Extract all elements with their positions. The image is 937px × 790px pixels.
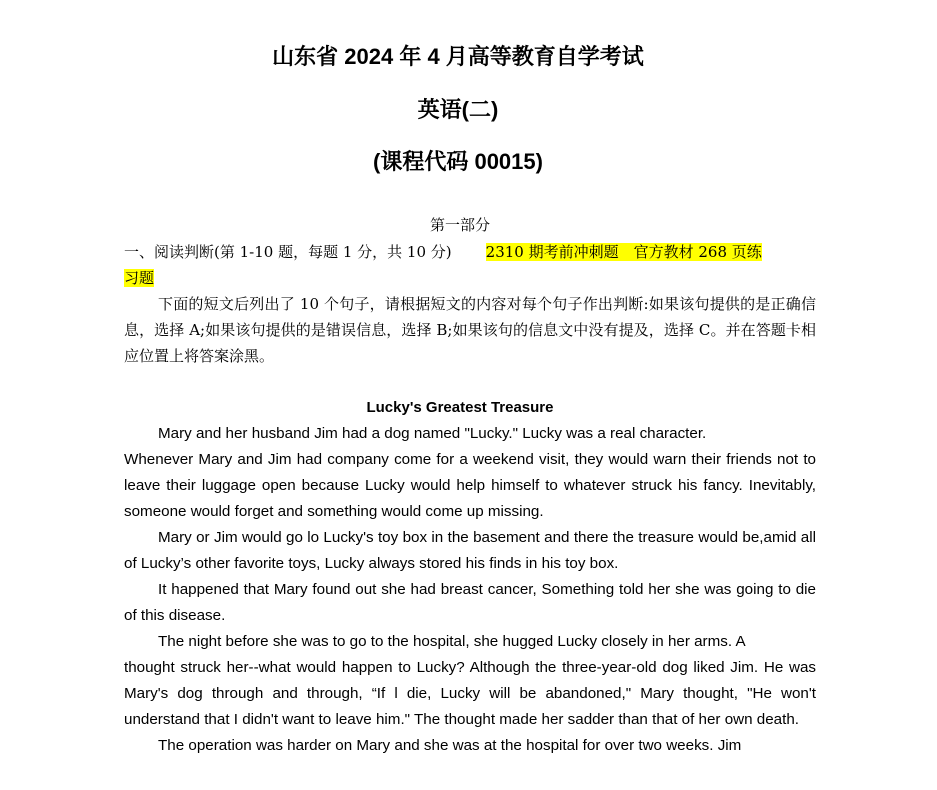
instructions: 下面的短文后列出了 10 个句子，请根据短文的内容对每个句子作出判断:如果该句提供的是正确信息，选择 A;如果该句提供的是错误信息，选择 B;如果该句的信息文中没有提及，选择 C。并在答题卡相应位置上将答案涂黑。: [124, 295, 816, 365]
passage-paragraph: Mary or Jim would go lo Lucky's toy box in the basement and there the treasure would be,amid all of Lucky’s other favorite toys, Lucky always stored his finds in his toy box.: [124, 529, 816, 572]
passage-paragraph: Whenever Mary and Jim had company come for a weekend visit, they would warn their friends not to leave their luggage open because Lucky would help himself to whatever struck his fancy. Inevitably, someone would forget and something would come up missing.: [124, 451, 816, 520]
course-code: (课程代码 00015): [373, 149, 543, 174]
passage-paragraph: thought struck her--what would happen to Lucky? Although the three-year-old dog liked Jim. He was Mary's dog through and through, “If l die, Lucky will be abandoned," Mary thought, "He won't understand that I didn't want to leave him." The thought made her sadder than that of her own death.: [124, 659, 816, 728]
passage-body: [124, 421, 816, 759]
highlight-note-continued: 习题: [124, 269, 155, 287]
question-heading-block: [124, 239, 816, 291]
passage-paragraph: It happened that Mary found out she had breast cancer, Something told her she was going to die of this disease.: [124, 581, 816, 624]
passage-paragraph: The night before she was to go to the hospital, she hugged Lucky closely in her arms. A: [158, 633, 746, 650]
subject-title: 英语(二): [417, 97, 499, 122]
passage-title: Lucky's Greatest Treasure: [366, 399, 554, 416]
part-label: 第一部分: [429, 216, 490, 234]
question-heading: 一、阅读判断(第 1-10 题，每题 1 分，共 10 分): [124, 243, 452, 261]
passage-paragraph: The operation was harder on Mary and she was at the hospital for over two weeks. Jim: [158, 737, 742, 754]
highlight-note: 2310 期考前冲刺题 官方教材 268 页练: [485, 243, 762, 261]
exam-title: 山东省 2024 年 4 月高等教育自学考试: [272, 44, 644, 69]
passage-paragraph: Mary and her husband Jim had a dog named "Lucky." Lucky was a real character.: [158, 425, 707, 442]
